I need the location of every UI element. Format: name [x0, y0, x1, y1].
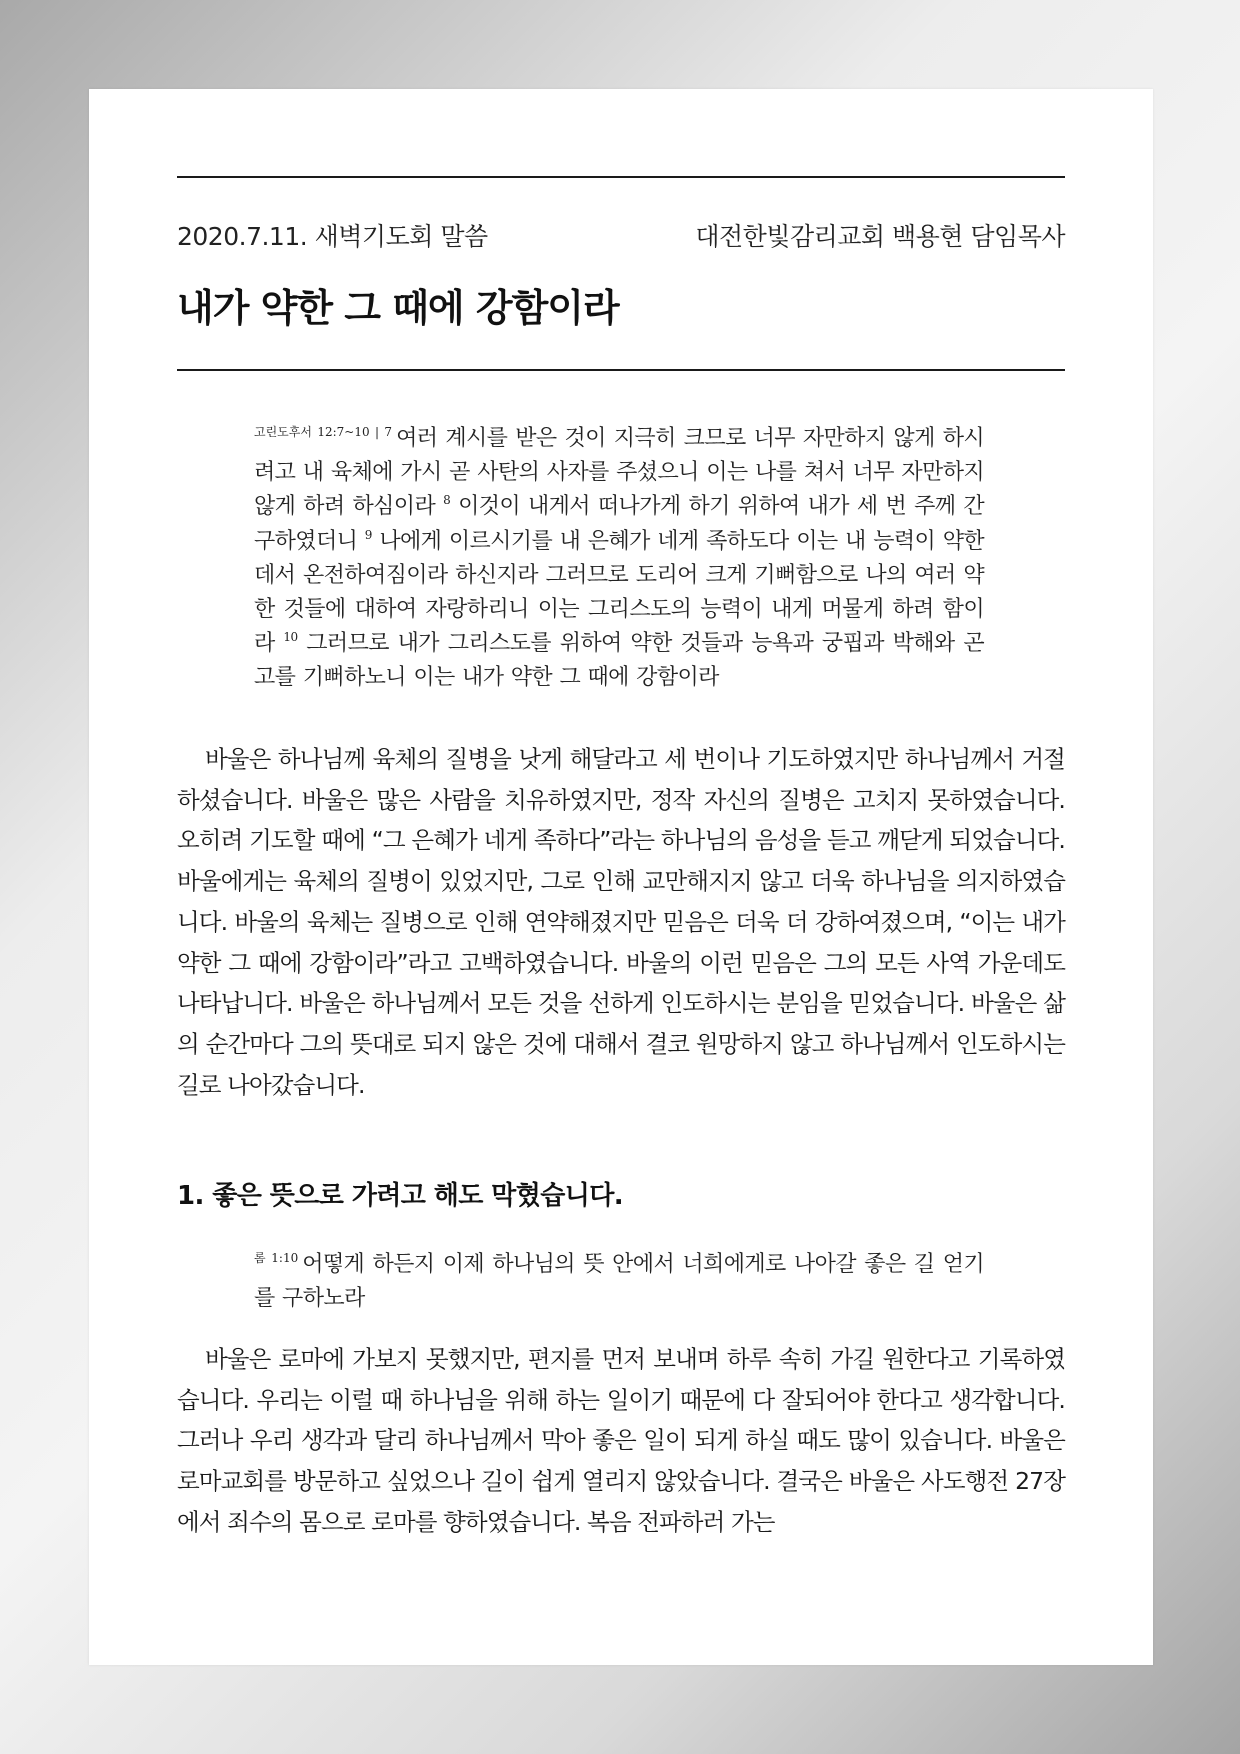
document-page [89, 89, 1153, 1665]
scripture-passage [254, 415, 984, 696]
sermon-title: 내가 약한 그 때에 강함이라 [177, 286, 619, 330]
verse-number-10: 10 [283, 630, 298, 645]
top-rule [177, 176, 1065, 178]
scripture-text-d: 그러므로 내가 그리스도를 위하여 약한 것들과 능욕과 궁핍과 박해와 곤고를 기뻐하노니 이는 내가 약한 그 때에 강함이라 [254, 631, 984, 691]
body-paragraph-1: 바울은 하나님께 육체의 질병을 낫게 해달라고 세 번이나 기도하였지만 하나님께서 거절하셨습니다. 바울은 많은 사람을 치유하였지만, 정작 자신의 질병은 고치지 못하였습니다. 오히려 기도할 때에 “그 은혜가 네게 족하다”라는 하나님의 음성을 듣고 깨닫게 되었습니다. 바울에게는 육체의 질병이 있었지만, 그로 인해 교만해지지 않고 더욱 하나님을 의지하였습니다. 바울의 육체는 질병으로 인해 연약해졌지만 믿음은 더욱 더 강하여졌으며, “이는 내가 약한 그 때에 강함이라”라고 고백하였습니다. 바울의 이런 믿음은 그의 모든 사역 가운데도 나타납니다. 바울은 하나님께서 모든 것을 선하게 인도하시는 분임을 믿었습니다. 바울은 삶의 순간마다 그의 뜻대로 되지 않은 것에 대해서 결코 원망하지 않고 하나님께서 인도하시는 길로 나아갔습니다. [177, 745, 1065, 1099]
scripture-reference: 고린도후서 12:7~10 | 7 [254, 425, 393, 439]
sermon-date: 2020.7.11. 새벽기도회 말씀 [177, 222, 488, 251]
section-scripture [254, 1241, 984, 1316]
section-scripture-text: 어떻게 하든지 이제 하나님의 뜻 안에서 너희에게로 나아갈 좋은 길 얻기를 구하노라 [254, 1252, 984, 1312]
verse-number-8: 8 [443, 493, 451, 508]
scripture-text-c: 나에게 이르시기를 내 은혜가 네게 족하도다 이는 내 능력이 약한 데서 온전하여짐이라 하신지라 그러므로 도리어 크게 기뻐함으로 나의 여러 약한 것들에 대하여 자랑하리니 이는 그리스도의 능력이 내게 머물게 하려 함이라 [254, 528, 984, 657]
verse-number-9: 9 [364, 527, 372, 542]
body-paragraph-2: 바울은 로마에 가보지 못했지만, 편지를 먼저 보내며 하루 속히 가길 원한다고 기록하였습니다. 우리는 이럴 때 하나님을 위해 하는 일이기 때문에 다 잘되어야 한다고 생각합니다. 그러나 우리 생각과 달리 하나님께서 막아 좋은 일이 되게 하실 때도 많이 있습니다. 바울은 로마교회를 방문하고 싶었으나 길이 쉽게 열리지 않았습니다. 결국은 바울은 사도행전 27장에서 죄수의 몸으로 로마를 향하였습니다. 복음 전파하러 가는 [177, 1345, 1065, 1536]
section-heading-1: 1. 좋은 뜻으로 가려고 해도 막혔습니다. [177, 1181, 624, 1211]
section-scripture-reference: 롬 1:10 [254, 1251, 299, 1265]
scripture-text-b: 이것이 내게서 떠나가게 하기 위하여 내가 세 번 주께 간구하였더니 [254, 494, 984, 554]
scripture-text-a: 여러 계시를 받은 것이 지극히 크므로 너무 자만하지 않게 하시려고 내 육체에 가시 곧 사탄의 사자를 주셨으니 이는 나를 쳐서 너무 자만하지 않게 하려 하심이라 [254, 426, 985, 520]
title-bottom-rule [177, 369, 1065, 371]
church-and-pastor: 대전한빛감리교회 백용현 담임목사 [695, 222, 1065, 251]
